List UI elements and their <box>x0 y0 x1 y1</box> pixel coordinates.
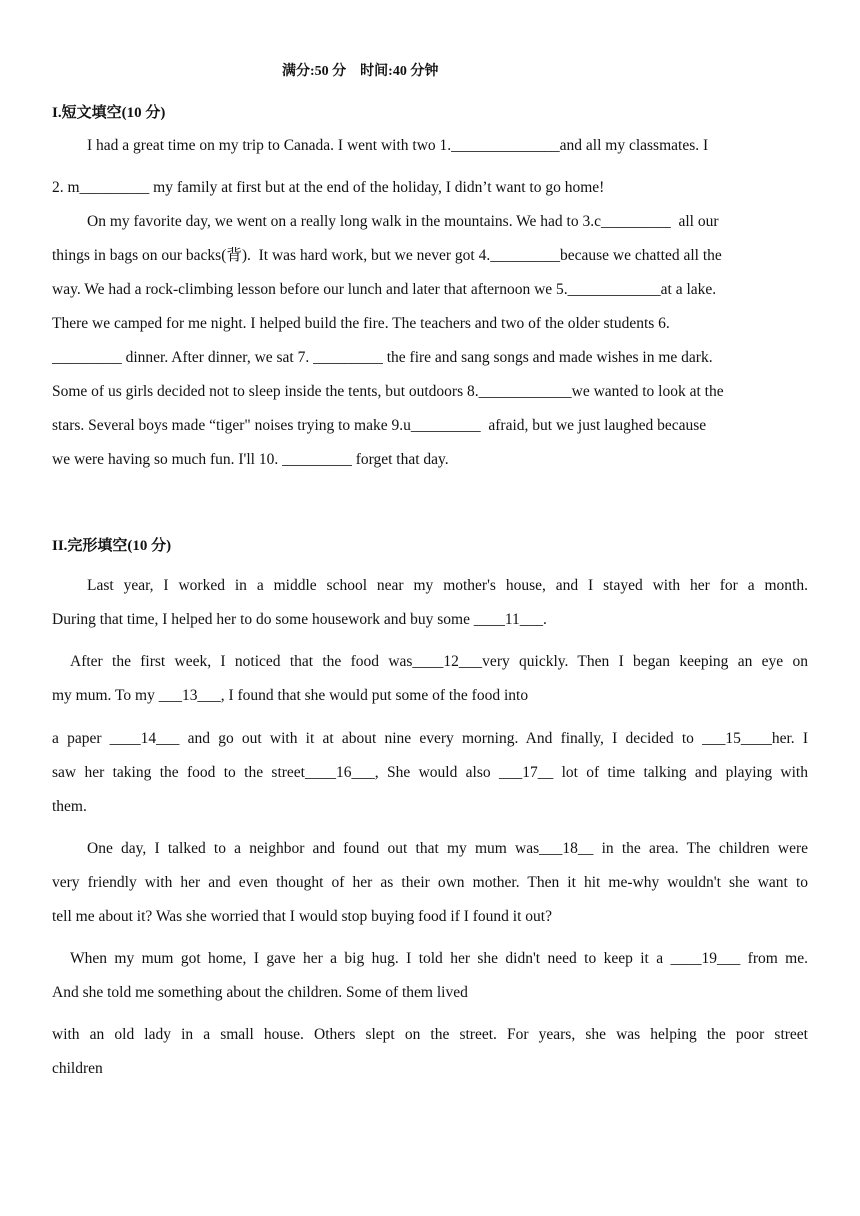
section2-line: saw her taking the food to the street____16___, She would also ___17__ lot of time talking and playing with <box>52 764 808 781</box>
section1-line: Some of us girls decided not to sleep inside the tents, but outdoors 8.____________we wanted to look at the <box>52 383 724 400</box>
section2-line: When my mum got home, I gave her a big hug. I told her she didn't need to keep it a ____19___ from me. <box>70 950 808 967</box>
section2-line: children <box>52 1060 103 1077</box>
section2-line: After the first week, I noticed that the food was____12___very quickly. Then I began keeping an eye on <box>70 653 808 670</box>
section1-line: _________ dinner. After dinner, we sat 7. _________ the fire and sang songs and made wishes in me dark. <box>52 349 713 366</box>
section1-line: we were having so much fun. I'll 10. _________ forget that day. <box>52 451 449 468</box>
section1-heading: I.短文填空(10 分) <box>52 105 166 121</box>
section2-heading: II.完形填空(10 分) <box>52 538 172 554</box>
section2-line: my mum. To my ___13___, I found that she would put some of the food into <box>52 687 529 704</box>
section1-line: 2. m_________ my family at first but at the end of the holiday, I didn’t want to go home! <box>52 179 605 196</box>
section2-line: them. <box>52 798 87 815</box>
section1-line: way. We had a rock-climbing lesson before our lunch and later that afternoon we 5.____________at a lake. <box>52 281 717 298</box>
section2-line: with an old lady in a small house. Others slept on the street. For years, she was helping the poor street <box>52 1026 808 1043</box>
section2-line: a paper ____14___ and go out with it at about nine every morning. And finally, I decided to ___15____her. I <box>52 730 808 747</box>
section2-line: very friendly with her and even thought of her as their own mother. Then it hit me-why wouldn't she want to <box>52 874 808 891</box>
section2-line: During that time, I helped her to do some housework and buy some ____11___. <box>52 611 547 628</box>
section2-line: tell me about it? Was she worried that I would stop buying food if I found it out? <box>52 908 552 925</box>
section1-line: There we camped for me night. I helped build the fire. The teachers and two of the older students 6. <box>52 315 670 332</box>
section2-line: And she told me something about the children. Some of them lived <box>52 984 468 1001</box>
section1-line: On my favorite day, we went on a really long walk in the mountains. We had to 3.c_________ all our <box>87 213 719 230</box>
section2-line: One day, I talked to a neighbor and found out that my mum was___18__ in the area. The children were <box>87 840 808 857</box>
section1-line: I had a great time on my trip to Canada. I went with two 1.______________and all my classmates. I <box>87 137 709 154</box>
score-time-header: 满分:50 分 时间:40 分钟 <box>282 64 439 79</box>
section2-line: Last year, I worked in a middle school near my mother's house, and I stayed with her for a month. <box>87 577 808 594</box>
section1-line: stars. Several boys made “tiger" noises trying to make 9.u_________ afraid, but we just laughed because <box>52 417 707 434</box>
section1-line: things in bags on our backs(背). It was hard work, but we never got 4._________because we chatted all the <box>52 247 722 264</box>
